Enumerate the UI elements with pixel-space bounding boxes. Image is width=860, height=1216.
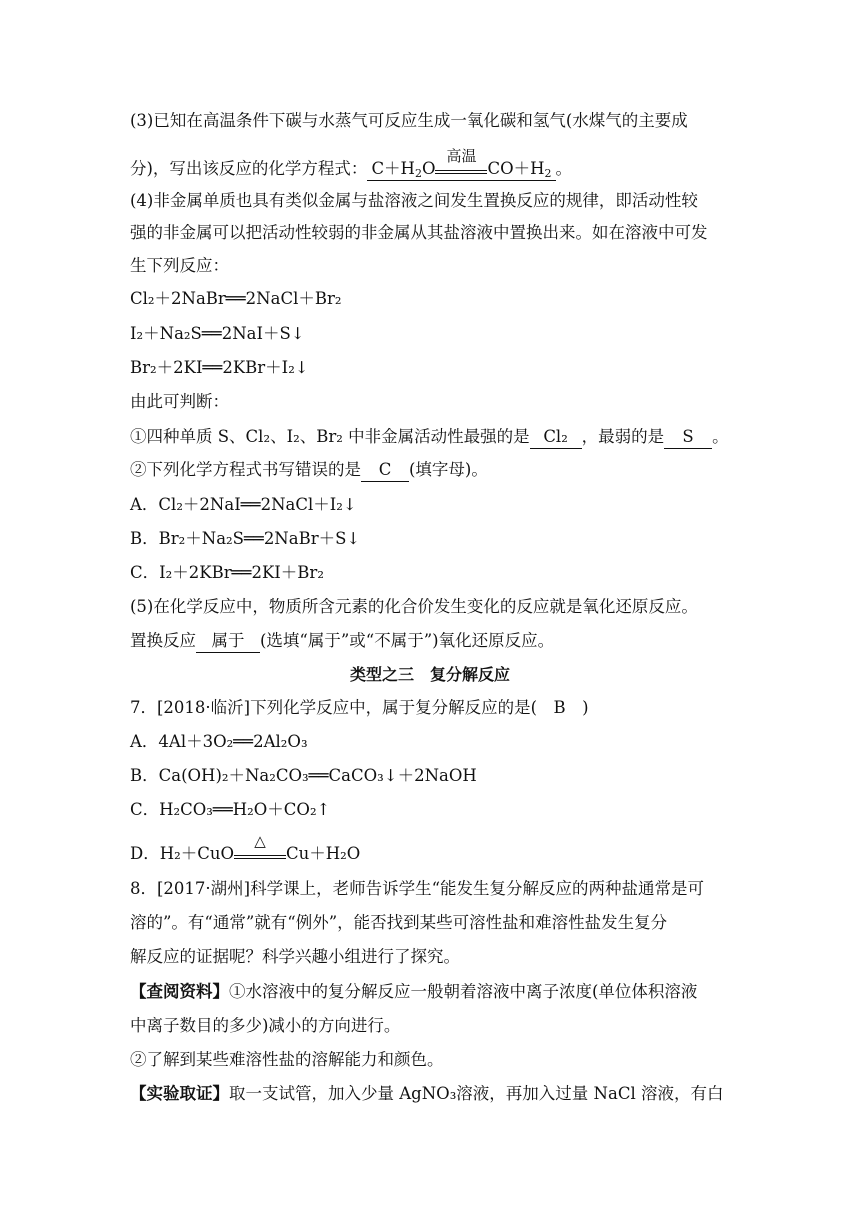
q7-optA: A．4Al＋3O₂══2Al₂O₃ [130,732,308,751]
q3-condition-text: 高温 [446,147,477,165]
q5-end: (选填“属于”或“不属于”)氧化还原反应。 [260,631,555,650]
q8-line3: 解反应的证据呢？科学兴趣小组进行了探究。 [130,947,460,966]
q8-exp1-text: 取一支试管，加入少量 AgNO₃溶液，再加入过量 NaCl 溶液，有白 [229,1084,724,1103]
q5-line2 [130,630,554,653]
q3-answer-mid: O [421,159,436,178]
q4-line3: 生下列反应： [130,256,229,275]
q8-line1: 8．[2017·湖州]科学课上，老师告诉学生“能发生复分解反应的两种盐通常是可 [130,879,705,898]
q7-optD-condition [234,832,286,859]
q7-optD-right: Cu＋H₂O [286,844,361,863]
q7-optD-cond-text: △ [254,832,266,850]
q4-sub2-end: (填字母)。 [409,460,488,479]
q4-sub1-end: 。 [712,427,729,446]
q4-sub2-answer: C [361,459,409,482]
q4-sub1 [130,426,729,449]
q8-info-label: 【查阅资料】 [130,982,229,1001]
q7-optC: C．H₂CO₃══H₂O＋CO₂↑ [130,800,331,819]
q3-line1: (3)已知在高温条件下碳与水蒸气可反应生成一氧化碳和氢气(水煤气的主要成 [130,111,688,130]
q8-info1 [130,981,697,1003]
q4-sub1-prefix: ①四种单质 S、Cl₂、I₂、Br₂ 中非金属活动性最强的是 [130,427,530,446]
q4-optC: C．I₂＋2KBr══2KI＋Br₂ [130,563,324,582]
q3-line2 [130,147,573,181]
q4-eq3: Br₂＋2KI══2KBr＋I₂↓ [130,358,309,377]
q3-answer-right: CO＋H [487,159,545,178]
q4-optA: A．Cl₂＋2NaI══2NaCl＋I₂↓ [130,495,357,514]
q4-sub2 [130,459,488,482]
q4-sub1-answer2: S [664,426,712,449]
q7-stem: 7．[2018·临沂]下列化学反应中，属于复分解反应的是( B ) [130,698,589,717]
q7-optB: B．Ca(OH)₂＋Na₂CO₃══CaCO₃↓＋2NaOH [130,766,477,785]
q3-answer: $C+H_2O$ 高温 $CO+H_2$ [367,158,555,181]
q4-eq1: Cl₂＋2NaBr══2NaCl＋Br₂ [130,289,342,308]
q3-answer-left: C＋H [371,159,415,178]
q8-info1-text: ①水溶液中的复分解反应一般朝着溶液中离子浓度(单位体积溶液 [229,982,698,1001]
q4-judge: 由此可判断： [130,392,229,411]
q7-optD-left: D．H₂＋CuO [130,844,235,863]
q5-answer: 属于 [196,630,260,653]
q4-line2: 强的非金属可以把活动性较弱的非金属从其盐溶液中置换出来。如在溶液中可发 [130,223,708,242]
q4-sub1-mid: ，最弱的是 [581,427,665,446]
q4-sub2-prefix: ②下列化学方程式书写错误的是 [130,460,361,479]
q4-line1: (4)非金属单质也具有类似金属与盐溶液之间发生置换反应的规律，即活动性较 [130,191,698,210]
q4-optB: B．Br₂＋Na₂S══2NaBr＋S↓ [130,529,361,548]
q8-exp-label: 【实验取证】 [130,1084,229,1103]
q4-eq2: I₂＋Na₂S══2NaI＋S↓ [130,324,305,343]
q8-exp1 [130,1083,723,1105]
q5-line1: (5)在化学反应中，物质所含元素的化合价发生变化的反应就是氧化还原反应。 [130,597,698,616]
q7-optD [130,832,361,865]
q8-info2: ②了解到某些难溶性盐的溶解能力和颜色。 [130,1050,444,1069]
q8-info1b: 中离子数目的多少)减小的方向进行。 [130,1016,401,1035]
q3-end: 。 [555,159,573,178]
q4-sub1-answer1: Cl₂ [530,426,582,449]
section-title: 类型之三 复分解反应 [349,665,510,684]
q5-prefix: 置换反应 [130,631,196,650]
q8-line2: 溶的”。有“通常”就有“例外”，能否找到某些可溶性盐和难溶性盐发生复分 [130,913,668,932]
q3-prefix: 分)，写出该反应的化学方程式： [130,159,368,178]
q3-condition [435,147,487,174]
